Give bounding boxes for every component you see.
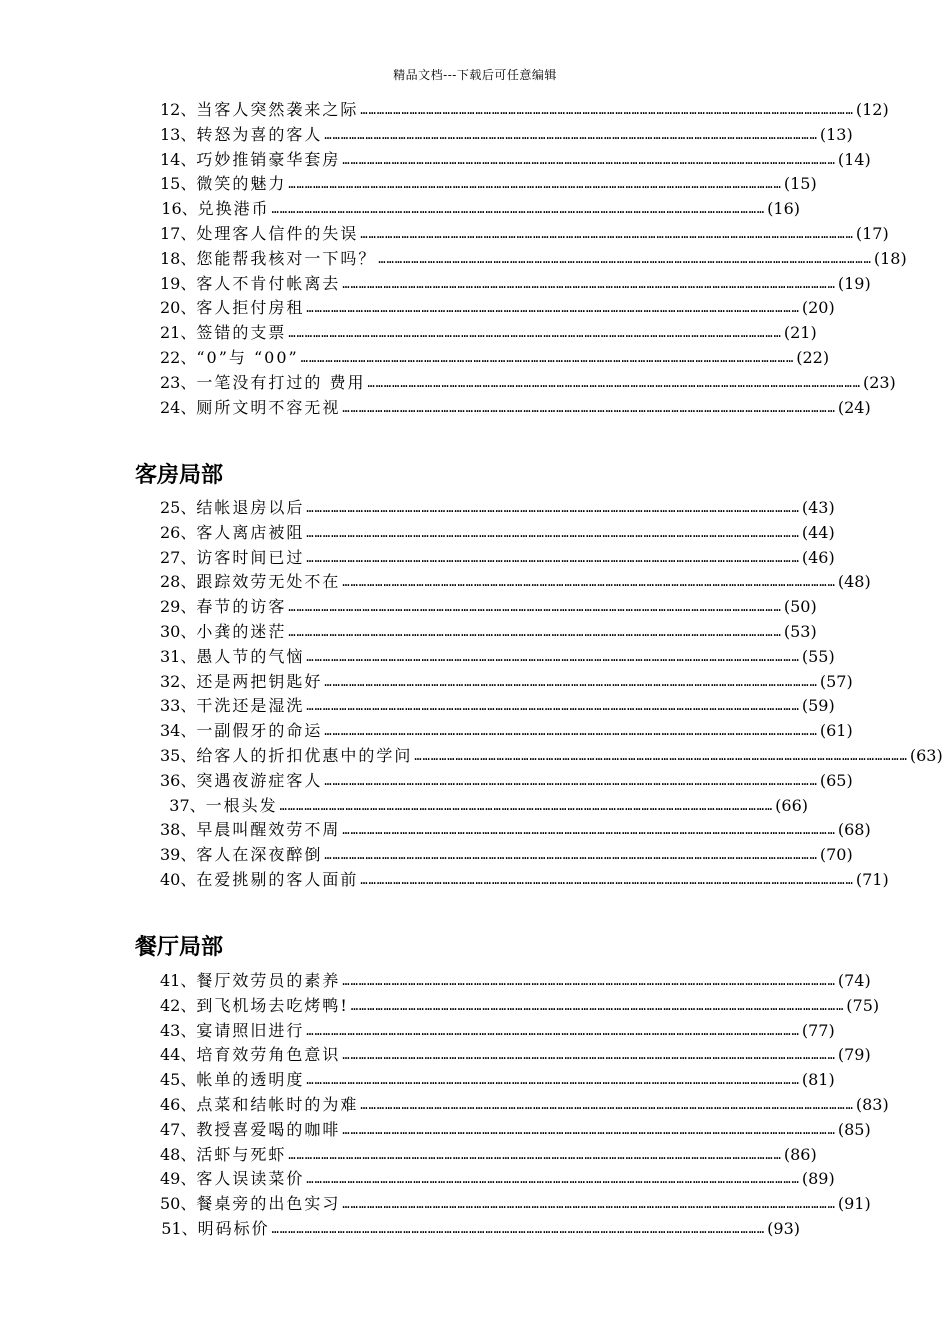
toc-entry-separator: 、: [180, 522, 197, 542]
toc-entry-title: 突遇夜游症客人: [196, 770, 323, 790]
toc-entry-separator: 、: [181, 199, 198, 219]
toc-entry-number: 30: [160, 621, 181, 641]
toc-entry-page-number: (55): [801, 646, 835, 666]
toc-entry-leader-dots: ………………………………………………………………………………………………………………………………………………………………: [306, 301, 800, 316]
toc-entry-separator: 、: [180, 323, 197, 343]
toc-entry[interactable]: [160, 346, 830, 371]
toc-entry-separator: 、: [180, 820, 197, 840]
toc-entry[interactable]: [160, 719, 853, 744]
toc-restaurant: [160, 969, 889, 1242]
toc-entry-number: 48: [160, 1144, 181, 1164]
toc-entry-title: 宴请照旧进行: [196, 1020, 305, 1040]
toc-entry-separator: 、: [180, 869, 197, 889]
toc-entry-number: 29: [160, 597, 181, 617]
toc-entry-page-number: (77): [801, 1020, 835, 1040]
toc-entry-title: 在爱挑剔的客人面前: [196, 869, 359, 889]
toc-entry-separator: 、: [180, 745, 197, 765]
toc-entry-title: 您能帮我核对一下吗？: [196, 248, 377, 268]
toc-entry-page-number: (20): [801, 298, 835, 318]
toc-entry[interactable]: [160, 670, 853, 695]
toc-entry-title: 春节的访客: [196, 597, 287, 617]
toc-entry-separator: 、: [180, 174, 197, 194]
toc-entry[interactable]: [160, 148, 871, 173]
section-title-restaurant: 餐厅局部: [135, 935, 224, 960]
toc-entry-separator: 、: [180, 1119, 197, 1139]
toc-housekeeping: [160, 496, 943, 893]
toc-entry[interactable]: [160, 546, 835, 571]
toc-entry-title: 干洗还是湿洗: [196, 696, 305, 716]
toc-entry-title: 客人误读菜价: [196, 1169, 305, 1189]
toc-entry-title: 一副假牙的命运: [196, 721, 323, 741]
toc-entry-page-number: (59): [801, 696, 835, 716]
toc-entry-leader-dots: ………………………………………………………………………………………………………………………………………………………………: [414, 748, 908, 763]
toc-entry[interactable]: [160, 1093, 889, 1118]
toc-entry-title: 当客人突然袭来之际: [196, 100, 359, 119]
toc-entry-separator: 、: [189, 795, 206, 815]
toc-entry-title: 厕所文明不容无视: [196, 397, 341, 417]
toc-entry-title: 客人不肯付帐离去: [196, 273, 341, 293]
toc-entry-leader-dots: ………………………………………………………………………………………………………………………………………………………………: [342, 152, 836, 167]
toc-entry-leader-dots: ………………………………………………………………………………………………………………………………………………………………: [360, 103, 854, 117]
toc-entry-title: 给客人的折扣优惠中的学问: [196, 745, 413, 765]
toc-entry-separator: 、: [180, 671, 197, 691]
toc-entry[interactable]: [160, 396, 871, 421]
toc-entry-number: 15: [160, 174, 181, 194]
toc-entry-page-number: (57): [819, 671, 853, 691]
toc-entry[interactable]: [160, 794, 808, 819]
toc-entry-leader-dots: ………………………………………………………………………………………………………………………………………………………………: [306, 1023, 800, 1038]
toc-entry-separator: 、: [180, 845, 197, 865]
toc-entry-page-number: (74): [837, 971, 871, 990]
toc-entry-title: 巧妙推销豪华套房: [196, 149, 341, 169]
toc-entry[interactable]: [160, 1118, 871, 1143]
toc-entry-number: 46: [160, 1094, 181, 1114]
toc-entry-separator: 、: [180, 298, 197, 318]
toc-entry[interactable]: [160, 1167, 835, 1192]
toc-entry-title: 跟踪效劳无处不在: [196, 572, 341, 592]
toc-entry-page-number: (43): [801, 498, 835, 517]
toc-entry-number: 21: [160, 323, 181, 343]
toc-entry-number: 23: [160, 372, 181, 392]
toc-entry-title: 客人拒付房租: [196, 298, 305, 318]
toc-entry[interactable]: [160, 371, 896, 396]
toc-entry-title: 客人在深夜醉倒: [196, 845, 323, 865]
toc-entry-page-number: (24): [837, 397, 871, 417]
toc-entry-title: 签错的支票: [196, 323, 287, 343]
toc-entry-page-number: (44): [801, 522, 835, 542]
toc-entry[interactable]: [160, 521, 835, 546]
toc-entry-page-number: (13): [819, 124, 853, 144]
toc-entry-separator: 、: [180, 597, 197, 617]
toc-entry-separator: 、: [180, 100, 197, 119]
toc-entry[interactable]: [160, 994, 880, 1019]
toc-entry-leader-dots: ………………………………………………………………………………………………………………………………………………………………: [367, 375, 861, 390]
toc-entry-title: 一根头发: [205, 795, 278, 815]
toc-entry-page-number: (17): [855, 223, 889, 243]
page-header: 精品文档---下载后可任意编辑: [393, 68, 557, 82]
toc-entry-leader-dots: ………………………………………………………………………………………………………………………………………………………………: [342, 575, 836, 590]
toc-entry-page-number: (14): [837, 149, 871, 169]
toc-entry-page-number: (23): [862, 372, 896, 392]
toc-entry-number: 47: [160, 1119, 181, 1139]
toc-entry[interactable]: [160, 1143, 817, 1168]
toc-entry-page-number: (22): [796, 347, 830, 367]
toc-entry-separator: 、: [180, 273, 197, 293]
toc-entry-number: 49: [160, 1169, 181, 1189]
toc-entry-number: 36: [160, 770, 181, 790]
toc-entry[interactable]: [160, 1043, 871, 1068]
toc-entry-title: 结帐退房以后: [196, 498, 305, 517]
toc-entry-number: 35: [160, 745, 181, 765]
toc-entry-number: 38: [160, 820, 181, 840]
toc-entry-separator: 、: [180, 971, 197, 990]
toc-entry-page-number: (79): [837, 1045, 871, 1065]
toc-entry-page-number: (61): [819, 721, 853, 741]
toc-entry-page-number: (66): [775, 795, 808, 815]
toc-entry-number: 40: [160, 869, 181, 889]
toc-entry-number: 43: [160, 1020, 181, 1040]
toc-entry[interactable]: [160, 620, 817, 645]
toc-entry-separator: 、: [180, 149, 197, 169]
toc-entry[interactable]: [160, 1217, 800, 1242]
toc-entry-page-number: (91): [837, 1194, 871, 1214]
toc-entry-title: 早晨叫醒效劳不周: [196, 820, 341, 840]
toc-entry-title: 转怒为喜的客人: [196, 124, 323, 144]
toc-entry-number: 25: [160, 498, 181, 517]
toc-entry[interactable]: [160, 769, 853, 794]
toc-entry[interactable]: [160, 868, 889, 893]
toc-entry-leader-dots: ………………………………………………………………………………………………………………………………………………………………: [342, 1197, 836, 1212]
toc-entry-number: 34: [160, 721, 181, 741]
toc-entry-number: 51: [161, 1218, 182, 1238]
toc-entry-page-number: (68): [837, 820, 871, 840]
toc-entry-page-number: (89): [801, 1169, 835, 1189]
toc-entry-page-number: (63): [909, 745, 943, 765]
toc-entry-title: 点菜和结帐时的为难: [196, 1094, 359, 1114]
toc-entry-leader-dots: ………………………………………………………………………………………………………………………………………………………………: [288, 1147, 782, 1162]
toc-entry-leader-dots: ………………………………………………………………………………………………………………………………………………………………: [306, 1073, 800, 1088]
toc-entry-number: 19: [160, 273, 181, 293]
toc-entry[interactable]: [160, 222, 889, 247]
toc-entry-separator: 、: [180, 721, 197, 741]
toc-entry[interactable]: [160, 843, 853, 868]
toc-entry-page-number: (48): [837, 572, 871, 592]
toc-entry-title: 愚人节的气恼: [196, 646, 305, 666]
toc-entry-page-number: (86): [783, 1144, 817, 1164]
toc-entry-number: 24: [160, 397, 181, 417]
toc-entry-page-number: (53): [783, 621, 817, 641]
toc-entry-title: 一笔没有打过的 费用: [196, 372, 366, 392]
toc-entry-separator: 、: [180, 1020, 197, 1040]
toc-entry-number: 42: [160, 995, 181, 1015]
toc-entry-leader-dots: ………………………………………………………………………………………………………………………………………………………………: [288, 624, 782, 639]
toc-entry-title: 教授喜爱喝的咖啡: [196, 1119, 341, 1139]
toc-entry-page-number: (19): [837, 273, 871, 293]
toc-entry[interactable]: [160, 98, 889, 123]
section-title-housekeeping: 客房局部: [135, 463, 224, 488]
toc-entry-leader-dots: ………………………………………………………………………………………………………………………………………………………………: [306, 699, 800, 714]
toc-entry-leader-dots: ………………………………………………………………………………………………………………………………………………………………: [324, 674, 818, 689]
toc-entry[interactable]: [160, 645, 835, 670]
toc-entry-leader-dots: ………………………………………………………………………………………………………………………………………………………………: [378, 251, 872, 266]
toc-entry-separator: 、: [180, 248, 197, 268]
toc-entry[interactable]: [160, 1192, 871, 1217]
toc-entry[interactable]: [160, 1019, 835, 1044]
toc-entry-number: 27: [160, 547, 181, 567]
toc-entry-number: 50: [160, 1194, 181, 1214]
toc-entry-separator: 、: [180, 995, 197, 1015]
toc-entry-separator: 、: [180, 1144, 197, 1164]
toc-entry-leader-dots: ………………………………………………………………………………………………………………………………………………………………: [271, 1221, 766, 1236]
toc-entry[interactable]: [160, 197, 800, 222]
toc-entry-leader-dots: ………………………………………………………………………………………………………………………………………………………………: [271, 202, 766, 217]
toc-entry-leader-dots: ………………………………………………………………………………………………………………………………………………………………: [350, 998, 845, 1013]
toc-entry-separator: 、: [180, 1094, 197, 1114]
toc-entry-leader-dots: ………………………………………………………………………………………………………………………………………………………………: [306, 550, 800, 565]
toc-entry-separator: 、: [180, 646, 197, 666]
toc-entry-separator: 、: [180, 572, 197, 592]
toc-entry-separator: 、: [180, 124, 197, 144]
toc-entry-leader-dots: ………………………………………………………………………………………………………………………………………………………………: [360, 872, 854, 887]
toc-entry[interactable]: [160, 496, 835, 521]
toc-entry-number: 12: [160, 100, 181, 119]
toc-entry-leader-dots: ………………………………………………………………………………………………………………………………………………………………: [342, 400, 836, 415]
toc-entry-page-number: (65): [819, 770, 853, 790]
toc-entry-separator: 、: [180, 1169, 197, 1189]
toc-entry[interactable]: [160, 296, 835, 321]
toc-entry-separator: 、: [180, 1194, 197, 1214]
toc-entry-separator: 、: [180, 347, 197, 367]
toc-entry-title: 餐厅效劳员的素养: [196, 971, 341, 990]
toc-entry-leader-dots: ………………………………………………………………………………………………………………………………………………………………: [342, 276, 836, 291]
toc-entry-number: 45: [160, 1070, 181, 1090]
toc-entry-number: 28: [160, 572, 181, 592]
toc-entry-number: 26: [160, 522, 181, 542]
toc-entry-page-number: (46): [801, 547, 835, 567]
toc-entry-leader-dots: ………………………………………………………………………………………………………………………………………………………………: [342, 1048, 836, 1063]
toc-entry-leader-dots: ………………………………………………………………………………………………………………………………………………………………: [279, 798, 774, 813]
toc-entry-separator: 、: [180, 1045, 197, 1065]
toc-entry-title: 培育效劳角色意识: [196, 1045, 341, 1065]
toc-entry-separator: 、: [180, 547, 197, 567]
toc-entry-leader-dots: ………………………………………………………………………………………………………………………………………………………………: [288, 326, 782, 341]
toc-entry-title: 到飞机场去吃烤鸭!: [196, 995, 349, 1015]
toc-entry-leader-dots: ………………………………………………………………………………………………………………………………………………………………: [306, 525, 800, 540]
toc-entry[interactable]: [160, 969, 871, 994]
toc-entry[interactable]: [160, 123, 853, 148]
toc-entry-number: 13: [160, 124, 181, 144]
toc-entry[interactable]: [160, 694, 835, 719]
toc-entry-leader-dots: ………………………………………………………………………………………………………………………………………………………………: [306, 1172, 800, 1187]
toc-entry-title: 客人离店被阻: [196, 522, 305, 542]
toc-entry-page-number: (75): [846, 995, 880, 1015]
toc-entry-page-number: (93): [767, 1218, 800, 1238]
toc-entry[interactable]: [160, 595, 817, 620]
toc-front-desk: [160, 98, 907, 420]
toc-entry-title: 访客时间已过: [196, 547, 305, 567]
toc-entry-number: 41: [160, 971, 181, 990]
toc-entry[interactable]: [160, 321, 817, 346]
toc-entry[interactable]: [160, 744, 943, 769]
toc-entry-separator: 、: [180, 621, 197, 641]
toc-entry[interactable]: [160, 272, 871, 297]
toc-entry-separator: 、: [180, 696, 197, 716]
toc-entry-separator: 、: [180, 223, 197, 243]
toc-entry-title: 餐桌旁的出色实习: [196, 1194, 341, 1214]
toc-entry-number: 33: [160, 696, 181, 716]
toc-entry-title: 兑换港币: [197, 199, 270, 219]
toc-entry-title: 帐单的透明度: [196, 1070, 305, 1090]
toc-entry-separator: 、: [181, 1218, 198, 1238]
toc-entry-title: 明码标价: [197, 1218, 270, 1238]
toc-entry-title: 活虾与死虾: [196, 1144, 287, 1164]
toc-entry-leader-dots: ………………………………………………………………………………………………………………………………………………………………: [342, 1122, 836, 1137]
toc-entry-page-number: (18): [873, 248, 907, 268]
toc-entry-page-number: (12): [855, 100, 889, 119]
toc-entry-title: 小龚的迷茫: [196, 621, 287, 641]
toc-entry-page-number: (50): [783, 597, 817, 617]
toc-entry-number: 17: [160, 223, 181, 243]
toc-entry-separator: 、: [180, 1070, 197, 1090]
toc-entry-separator: 、: [180, 397, 197, 417]
toc-entry-leader-dots: ………………………………………………………………………………………………………………………………………………………………: [324, 127, 818, 142]
toc-entry-leader-dots: ………………………………………………………………………………………………………………………………………………………………: [306, 649, 800, 664]
toc-entry-title: 还是两把钥匙好: [196, 671, 323, 691]
toc-entry-number: 22: [160, 347, 181, 367]
toc-entry-leader-dots: ………………………………………………………………………………………………………………………………………………………………: [288, 177, 782, 192]
toc-entry-leader-dots: ………………………………………………………………………………………………………………………………………………………………: [324, 773, 818, 788]
toc-entry-number: 32: [160, 671, 181, 691]
toc-entry-separator: 、: [180, 770, 197, 790]
toc-entry-leader-dots: ………………………………………………………………………………………………………………………………………………………………: [324, 724, 818, 739]
toc-entry-leader-dots: ………………………………………………………………………………………………………………………………………………………………: [300, 350, 795, 365]
toc-entry[interactable]: [160, 818, 871, 843]
toc-entry-title: “0”与 “00”: [196, 347, 299, 367]
toc-entry-number: 44: [160, 1045, 181, 1065]
toc-entry[interactable]: [160, 247, 907, 272]
toc-entry-title: 处理客人信件的失误: [196, 223, 359, 243]
toc-entry-page-number: (81): [801, 1070, 835, 1090]
toc-entry-title: 微笑的魅力: [196, 174, 287, 194]
toc-entry-number: 31: [160, 646, 181, 666]
toc-entry[interactable]: [160, 172, 817, 197]
toc-entry-page-number: (85): [837, 1119, 871, 1139]
toc-entry-leader-dots: ………………………………………………………………………………………………………………………………………………………………: [324, 848, 818, 863]
toc-entry-leader-dots: ………………………………………………………………………………………………………………………………………………………………: [306, 501, 800, 515]
toc-entry-leader-dots: ………………………………………………………………………………………………………………………………………………………………: [288, 600, 782, 615]
toc-entry-leader-dots: ………………………………………………………………………………………………………………………………………………………………: [342, 974, 836, 988]
toc-entry-number: 18: [160, 248, 181, 268]
toc-entry-page-number: (16): [767, 199, 800, 219]
toc-entry-leader-dots: ………………………………………………………………………………………………………………………………………………………………: [360, 226, 854, 241]
toc-entry-page-number: (15): [783, 174, 817, 194]
toc-entry-page-number: (70): [819, 845, 853, 865]
toc-entry-separator: 、: [180, 498, 197, 517]
toc-entry-page-number: (21): [783, 323, 817, 343]
toc-entry-leader-dots: ………………………………………………………………………………………………………………………………………………………………: [360, 1097, 854, 1112]
toc-entry-number: 39: [160, 845, 181, 865]
toc-entry[interactable]: [160, 1068, 835, 1093]
toc-entry-separator: 、: [180, 372, 197, 392]
toc-entry-number: 16: [161, 199, 182, 219]
toc-entry-leader-dots: ………………………………………………………………………………………………………………………………………………………………: [342, 823, 836, 838]
toc-entry-number: 20: [160, 298, 181, 318]
toc-entry-page-number: (83): [855, 1094, 889, 1114]
toc-entry-number: 14: [160, 149, 181, 169]
toc-entry-page-number: (71): [855, 869, 889, 889]
toc-entry[interactable]: [160, 570, 871, 595]
toc-entry-number: 37: [169, 795, 190, 815]
